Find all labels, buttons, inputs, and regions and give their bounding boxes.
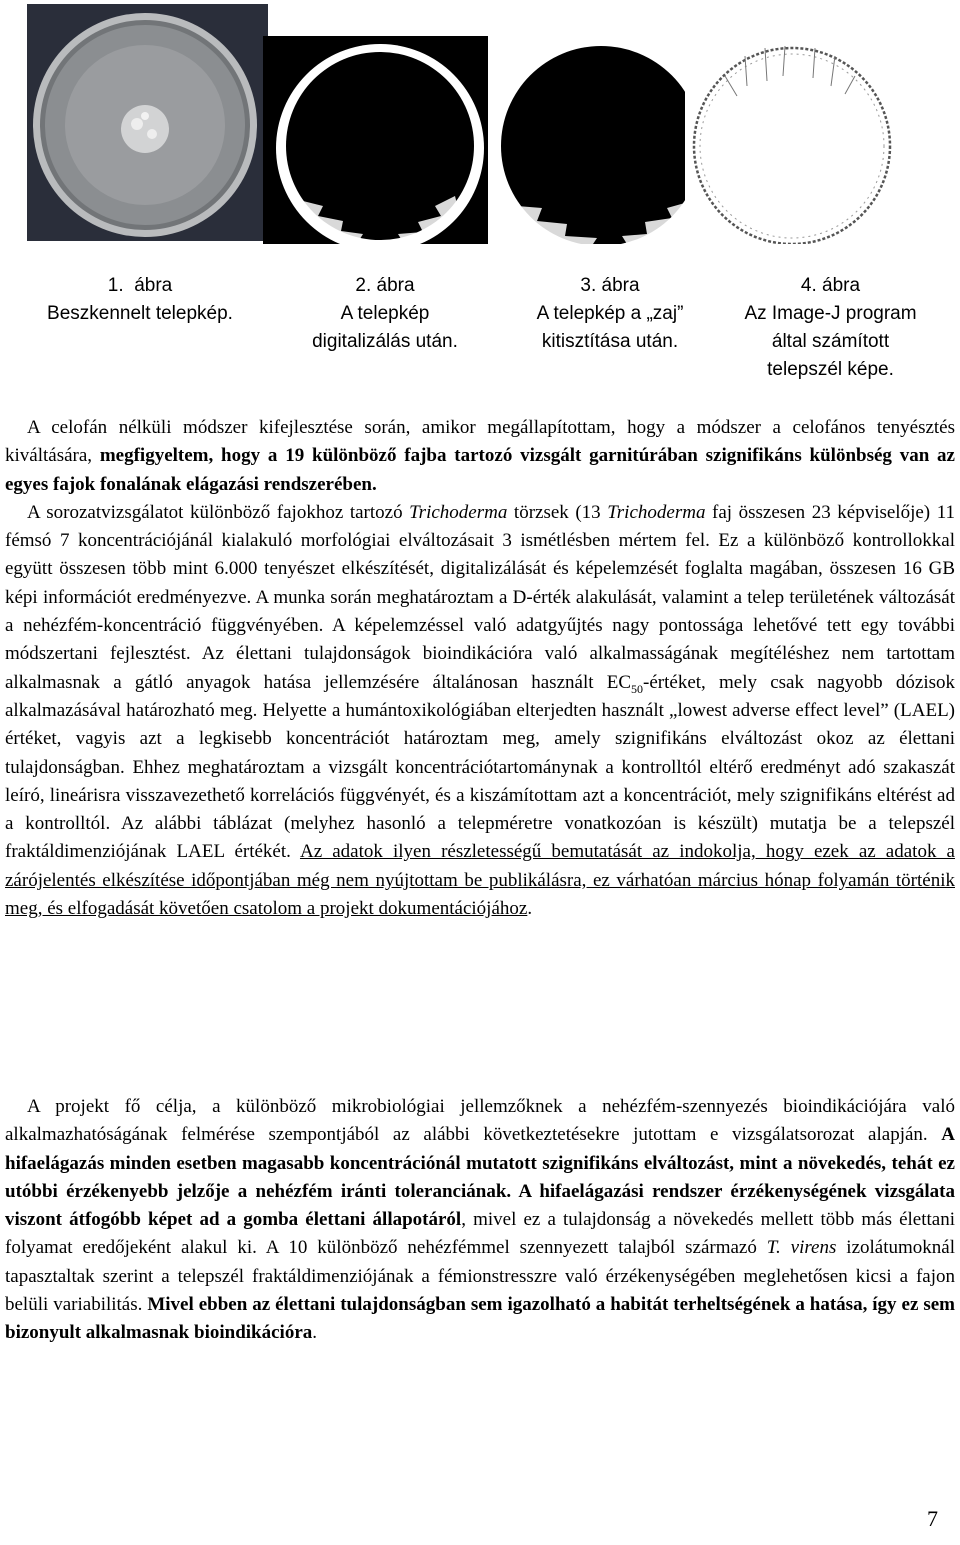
caption-line: A telepkép a „zaj” xyxy=(536,303,684,324)
paragraph-text: izolátumoknál tapasztaltak szerint a telepszél fraktáldimenziójának a fémionstresszre való érzékenységében meglehetősen kicsi a fajon belüli variabilitás. xyxy=(5,1237,955,1316)
paragraph-text: faj összesen 23 képviselője) 11 fémsó 7 koncentrációjánál kialakuló morfológiai elváltozásait 3 ismétlésben mértem fel. Ez a különböző kontrollokkal együtt összesen több mint 6.000 tenyészet elkészítését, digitalizálását és képelemzését foglalta magában, összesen 16 GB képi információt eredményezve. A munka során meghatároztam a D-érték alakulását, valamint a telep területének változását a nehézfém-koncentráció függvényében. A képelemzéssel való adatgyűjtés nagy pontossága lehetővé tett egy további módszertani fejlesztést. Az élettani tulajdonságok bioindikációra való alkalmasságának megítéléshez nem tartottam alkalmasnak a gátló anyagok hatása jellemzésére általánosan használt EC xyxy=(5,501,955,693)
cleaned-colony-graphic xyxy=(497,36,706,244)
caption-line: digitalizálás után. xyxy=(312,331,458,352)
caption-line: Az Image-J program xyxy=(744,303,917,324)
figure-4-caption xyxy=(718,272,943,384)
paragraph-bold-text: A hifaelágazás minden esetben magasabb koncentrációnál mutatott szignifikáns elváltozást, mint a növekedés, tehát ez utóbbi érzékenyebb jelzője a nehézfém iránti toleranciának. A hifaelágazási rendszer érzékenységének vizsgálata viszont átfogóbb képet ad a gomba élettani állapotáról xyxy=(5,1124,955,1231)
figure-3-cleaned-colony-image xyxy=(497,36,706,244)
paragraph-text: A sorozatvizsgálatot különböző fajokhoz tartozó xyxy=(27,501,410,523)
paragraph-text: A celofán nélküli módszer kifejlesztése során, amikor megállapítottam, hogy a módszer a celofános tenyésztés kiváltására, xyxy=(5,417,955,467)
figure-1-caption xyxy=(25,272,255,328)
petri-dish-photo xyxy=(27,4,268,241)
figure-3-caption xyxy=(505,272,715,356)
paragraph-bold-text: Mivel ebben az élettani tulajdonságban sem igazolható a habitát terheltségének a hatása, így ez sem bizonyult alkalmasnak bioindikációra xyxy=(5,1294,955,1344)
caption-line: A telepkép xyxy=(340,303,430,324)
paragraph-text: , mivel ez a tulajdonság a növekedés mellett több más élettani folyamat eredőjeként alakul ki. A 10 különböző nehézfémmel szennyezett talajból származó xyxy=(5,1209,955,1259)
caption-line: Beszkennelt telepkép. xyxy=(47,303,233,324)
subscript-text: 50 xyxy=(631,681,644,696)
figure-2-caption xyxy=(280,272,490,356)
caption-line: által számított xyxy=(771,331,890,352)
paragraph-bold-text: megfigyeltem, hogy a 19 különböző fajba tartozó vizsgált garnitúrában szignifikáns különbség van az egyes fajok fonalának elágazási rendszerében. xyxy=(5,445,955,495)
body-paragraph-1 xyxy=(5,414,955,923)
paragraph-italic-text: Trichoderma xyxy=(607,501,706,523)
figure-4-colony-edge-image xyxy=(685,36,900,244)
underlined-text: Az adatok ilyen részletességű bemutatását az indokolja, hogy ezek az adatok a zárójelentés elkészítése időpontjában még nem nyújtottam be publikálásra, ez várhatóan március hónap folyamán történik meg, és elfogadását követően csatolom a projekt dokumentációjához xyxy=(5,841,955,920)
figure-2-digitized-colony-image xyxy=(263,36,488,244)
caption-heading: 4. ábra xyxy=(800,275,861,296)
page-number: 7 xyxy=(927,1506,938,1531)
caption-line: kitisztítása után. xyxy=(541,331,679,352)
paragraph-text: . xyxy=(312,1322,317,1344)
caption-heading: 2. ábra xyxy=(355,275,415,296)
body-paragraph-3 xyxy=(5,1093,955,1348)
caption-line: telepszél képe. xyxy=(767,359,894,380)
caption-heading: 1. ábra xyxy=(107,275,173,296)
figure-1-scanned-colony-image xyxy=(27,4,268,241)
digitized-colony-graphic xyxy=(263,36,488,244)
paragraph-text: . xyxy=(527,898,533,920)
paragraph-text: -értéket, mely csak nagyobb dózisok alkalmazásával határozható meg. Helyette a humántoxikológiában elterjedten használt „lowest adverse effect level” (LAEL) értéket, vagyis azt a legkisebb koncentrációt határoztam meg, amely szignifikáns elváltozást okoz az élettani tulajdonságban. Ehhez meghatároztam a vizsgált koncentrációtartománynak a kontrolltól eltérő eredményt adó szakaszát leíró, lineárisra visszavezethető korrelációs függvényét, és a kiszámítottam azt a koncentrációt, mely szignifikáns eltérést ad a kontrolltól. Az alábbi táblázat (melyhez hasonló a telepméretre vonatkozóan is készült) mutatja be a telepszél fraktáldimenziójának LAEL értékét. xyxy=(5,671,955,863)
paragraph-text: A projekt fő célja, a különböző mikrobiológiai jellemzőknek a nehézfém-szennyezés bioindikációjára való alkalmazhatóságának felmérése szempontjából az alábbi következtetésekre jutottam e vizsgálatsorozat alapján. xyxy=(5,1096,955,1146)
colony-edge-graphic xyxy=(685,36,900,244)
caption-heading: 3. ábra xyxy=(580,275,640,296)
paragraph-italic-text: Trichoderma xyxy=(409,501,508,523)
paragraph-italic-text: T. virens xyxy=(766,1237,837,1259)
paragraph-text: törzsek (13 xyxy=(507,501,608,523)
